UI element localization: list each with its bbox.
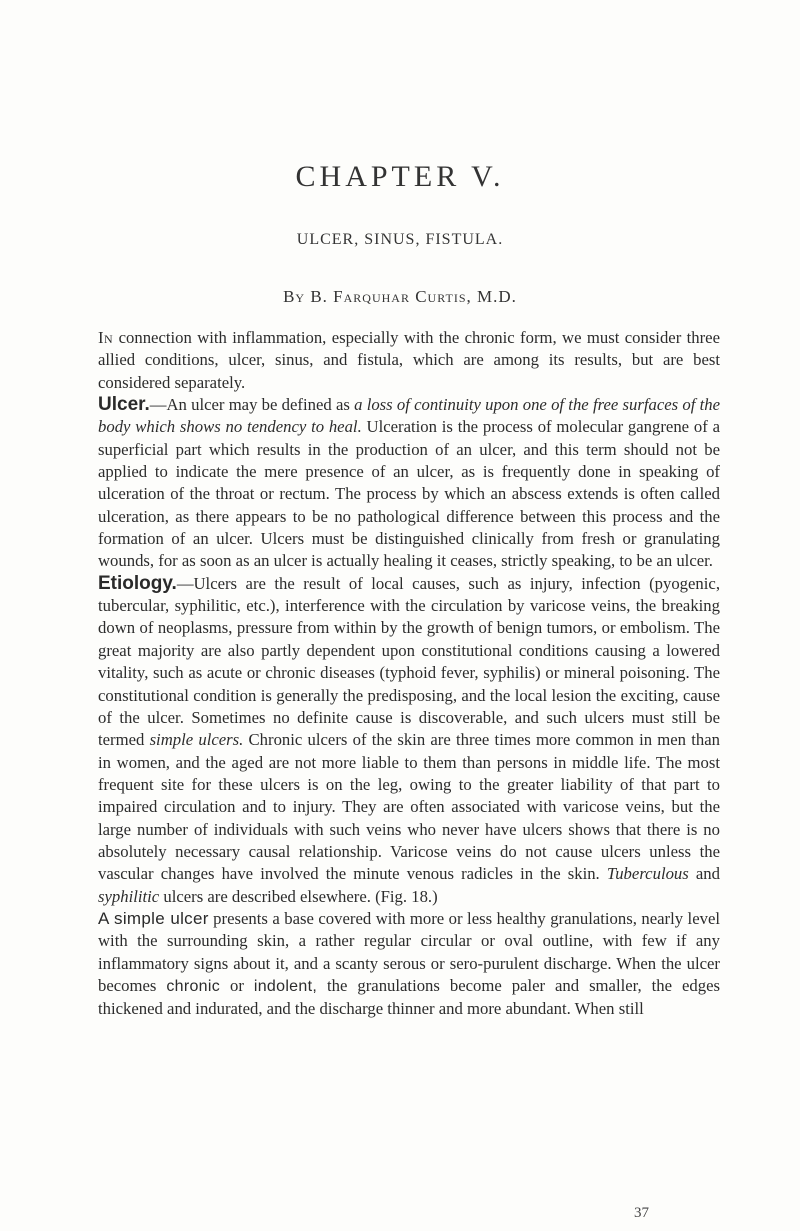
chapter-title: CHAPTER V. [295,160,505,193]
simple-ulcer-heading: A simple ulcer [98,908,209,928]
etiology-text-2: Chronic ulcers of the skin are three times more common in men than in women, and the aged are not more liable to them than persons in middle life. The most frequent site for these ulcers is on the leg, owing to the greater liability of that part to impaired circulation and to injury. They are often associated with varicose veins, but the large number of individuals with such veins who never have ulcers shows that there is no absolutely necessary causal relationship. Varicose veins do not cause ulcers unless the vascular changes have involved the minute venous radicles in the skin. [98,730,720,884]
section-title: ULCER, SINUS, FISTULA. [296,231,504,248]
author-byline: By B. Farquhar Curtis, M.D. [283,287,517,306]
simple-ulcers-term: simple ulcers. [149,730,244,750]
ulcer-paragraph [98,394,720,573]
etiology-text-3: and [688,864,720,884]
ulcer-text-1: —An ulcer may be defined as [149,395,355,415]
etiology-text-4: ulcers are described elsewhere. (Fig. 18.) [159,886,438,906]
intro-paragraph [98,327,720,394]
page-number: 37 [634,1205,649,1221]
body-text [98,327,720,1021]
tuberculous-term: Tuberculous [606,864,689,884]
etiology-heading: Etiology. [98,572,177,594]
intro-text: connection with inflammation, especially with the chronic form, we must consider three allied conditions, ulcer, sinus, and fistula, which are among its results, but are best considered separately. [98,328,720,392]
simple-ulcer-paragraph [98,908,720,1021]
chronic-term: chronic [166,977,221,995]
syphilitic-term: syphilitic [98,886,160,906]
ulcer-definition: a loss of continuity upon one of the free surfaces of the body which shows no tendency to heal. [98,395,720,437]
simple-ulcer-text-2: or [220,975,254,995]
simple-ulcer-text-3: the granulations become paler and smaller, the edges thickened and indurated, and the discharge thinner and more abundant. When still [98,975,720,1019]
ulcer-heading: Ulcer. [98,394,150,416]
etiology-text-1: —Ulcers are the result of local causes, such as injury, infection (pyogenic, tubercular, syphilitic, etc.), interference with the circulation by varicose veins, the breaking down of neoplasms, pressure from within by the growth of benign tumors, or embolism. The great majority are also partly dependent upon constitutional conditions causing a lowered vitality, such as acute or chronic diseases (typhoid fever, syphilis) or mineral poisoning. The constitutional condition is generally the predisposing, and the local lesion the exciting, cause of the ulcer. Sometimes no definite cause is discoverable, and such ulcers must still be termed [98,573,720,750]
etiology-paragraph [98,573,720,908]
indolent-term: indolent, [253,977,318,995]
ulcer-text-2: Ulceration is the process of molecular gangrene of a superficial part which results in the production of an ulcer, and this term should not be applied to indicate the mere presence of an ulcer, as is frequently done in speaking of ulceration of the throat or rectum. The process by which an abscess extends is often called ulceration, as there appears to be no pathological difference between this process and the formation of an ulcer. Ulcers must be distinguished clinically from fresh or granulating wounds, for as soon as an ulcer is actually healing it ceases, strictly speaking, to be an ulcer. [98,417,720,571]
simple-ulcer-text-1: presents a base covered with more or less healthy granulations, nearly level with the surrounding skin, a rather regular circular or oval outline, with few if any inflammatory signs about it, and a scanty serous or sero-purulent discharge. When the ulcer becomes [98,908,720,995]
intro-lead-word: In [98,328,114,347]
